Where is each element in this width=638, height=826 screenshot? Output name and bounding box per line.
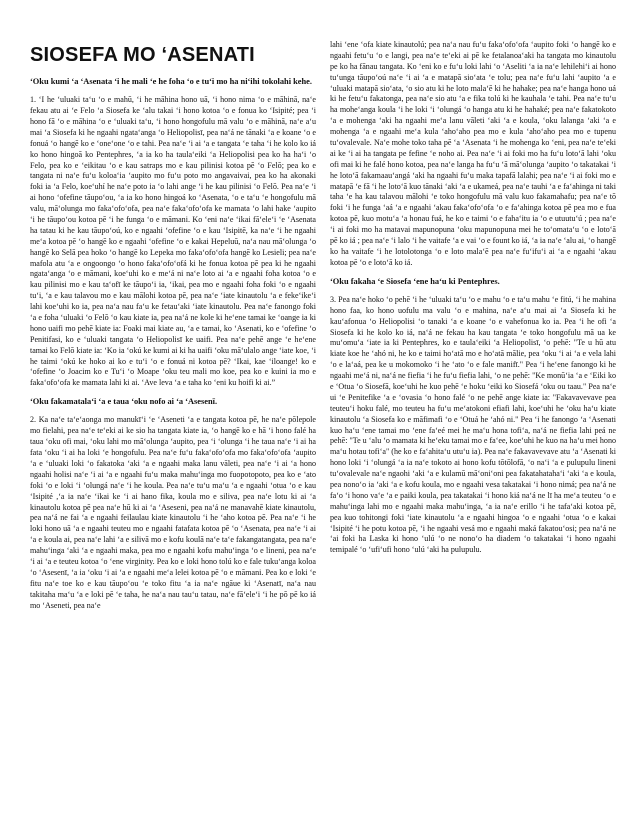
section-3-paragraph: 3. Pea na‘e hoko ‘o pehē ‘i he ‘uluaki ta‘u ‘o e mahu ‘o e ta‘u mahu ‘e fitú, ‘i he mahina hono faa, ko hono uofulu ma valu ‘o e mahina, na‘e a‘u mai ai ‘a Siosefa ki he kau‘afonua ‘o Heliopolisi ‘o tanaki ‘a e koane ‘o e vahefonua ko ia. Pea ‘i he ofi ‘a Siosefa ki he kolo ko iá, na‘á ne fekau ha kau tangata ‘e toko hongofulu mā ua ke mu‘omu‘a ‘iate ia ki Pentephres, ko e taula‘eiki ‘a Heliopolisī, ‘o pehē: "Te u hū atu kiate koe he ‘ahó ni, he ko e taimi ho‘atā mo e ho‘atā mālie, pea ‘oku ‘i ai ‘a e vela lahi ‘o e la‘aá, pea ke u mokomoko ‘i he ‘ato ‘o e fale manifī." Pea ‘i he‘ene fanongo ki he ngaahi me‘á ni, na‘á ne fiefia ‘i he fu‘u fiefia lahi, ‘o ne pehē: "Ke monū‘ia ‘a e ‘Eiki ko e ‘Otua ‘o Siosefā, koe‘uhi he kuo pehē ‘e hoku ‘eiki ko Siosefá ‘oku ou taau." Pea na‘e ui ‘e Penitefike ‘a e ‘ovasia ‘o hono falé ‘o ne pehē ange kiate ia: "Fakavavevave pea teuteu‘i hoku falé, mo teuteu ha fu‘u me‘atokoni efiafi lahi, koe‘uhi he ‘oku ha‘u kiate kinautolu ‘a Siosefa ko e māfimafi ‘o e ‘Otuá he ‘ahó ni." Pea ‘i he fanongo ‘a ‘Asenati kuo ha‘u ‘ene tamai mo ‘ene fa‘eé mei he ma‘u hona tofi‘a, na‘á ne fiefia lahi peá ne pehē: "Te u ‘alu ‘o mamata ki he‘eku tamai mo e fa‘ee, koe‘uhi he kuo na ha‘u mei hono ma‘u hotau tofi‘a" (he ko e fa‘ahita‘u utu‘u ia). Pea na‘e fakavavevave atu ‘a ‘Asenati ki hono loki ‘i ‘olungá ‘a ia na‘e tokoto ai hono kofu tōtōlofā, ‘o na‘i ‘a e pulupulu lineni tu‘ovalevale na‘e ngaohi ‘aki ‘a e kulamū mā‘oni‘oni pea fakatahataha‘i ‘aki ‘a e koula, pea nono‘o ia ‘aki ‘a e kofu koula, mo e ngaahi vesa takatakai ‘i hono nimá; pea na‘á ne fa‘o ‘i hono va‘e ‘a e paiki koula, pea takatakai ‘i hono kiá na‘á ne lī ha me‘a teuteu ‘o e mahu‘inga lahi mo e ngaahi maka mahu‘inga, ‘a ia na‘e erillo ‘i he tafa‘aki kotoa pē, pea kuo tohitongi foki ‘iate kinautolu ‘a e ngaahi hingoa ‘o e ngaahi ‘otua ‘o e kakai ‘Isipité ‘i he potu kotoa pē, ‘i he ngaahi vesá mo e ngaahi maká fakatou‘osi; pea na‘á ne ‘ai foki ha Laska ki hono ‘ulú ‘o ne nono‘o ha diadem ‘o takatakai ‘i hono ngaahi temipalé ‘o ‘ufi‘ufi hono ‘ulú ‘aki ha pulupulu. <box>330 294 616 555</box>
two-column-layout <box>30 40 616 618</box>
section-2-paragraph-start: 2. Ka na‘e ta‘e‘aonga mo manukī‘i ‘e ‘Aseneti ‘a e tangata kotoa pē, he na‘e pōlepole mo fielahi, pea na‘e te‘eki ai ke sio ha tangata kiate ia, ‘o hangē ko e hā ‘i hono falé ha taua ‘oku ofi mai, ‘oku lahi mo mā‘olunga ‘aupito, pea ‘i ‘olunga ‘i he taua na‘e ‘i ai ha fata ‘oku ‘i ai ha loki ‘e hongofulu. Pea na‘e fu‘u faka‘ofo‘ofa mo faka‘ofo‘ofa ‘aupito ‘a e ‘uluaki loki ‘o fakatoka ‘aki ‘a e ngaahi maka lanu vāleti, pea na‘e ‘i ai ‘a hono ngaahi holisi na‘e ‘i ai ‘a e ngaahi fu‘u maka mahu‘inga mo fuopotopoto, pea ko e ‘ato foki ‘o e loki ‘i ‘olungá na‘e ‘i he koula. Pea na‘e tu‘u ma‘u ‘a e ngaahi ‘otua ‘o e kau ‘Isipité ,‘a ia na‘e ‘ikai ke ‘i ai hano fika, koula mo e siliva, pea na‘e lotu ki ai ‘a kinautolu kotoa pē pea na‘e hū ki ai ‘a ‘Aseseni, pea na‘á ne manavahē kiate kinautolu, pea na‘á ne fai ‘a e ngaahi feilaulau kiate kinautolu ‘i he ‘aho kotoa pē. Pea na‘e ‘i he loki hono uā ‘a e ngaahi teuteu mo e ngaahi fatafata kotoa pē ‘o ‘Asenata, pea na‘e ‘i ai ‘a e koula ai, pea na‘e lahi ‘a e silivā mo e kofu koulā na‘e ta‘e fakangatangata, pea na‘e mahu‘inga ‘aki ‘a e ngaahi maka, pea mo e ngaahi kofu mahu‘inga ‘o e lineni, pea na‘e ‘i ai ‘a e teuteu kotoa ‘o ‘ene virginity. Pea ko e loki hono tolú ko e fale tuku‘anga koloa ‘o ‘Asesenī, ‘a ia ‘oku ‘i ai ‘a e ngaahi me‘a lelei kotoa pē ‘o e māmani. Pea ko e loki ‘e fitu na‘e toe ko e kau tāupo‘ou ‘e toko fitu ‘a ia na‘e ngāue ki ‘Asenatī, na‘a nau takitaha ma‘u ‘a e loki pē ‘e taha, he na‘a nau tau‘u tatau, na‘e fā‘ele‘i ‘i he pō pē ko iá mo ‘Aseneti, pea na‘e <box>30 415 316 610</box>
right-column <box>330 40 616 618</box>
left-column <box>30 40 316 618</box>
chapter-summary: ‘Oku kumi ‘a ‘Asenata ‘i he mali ‘e he foha ‘o e tu‘i mo ha ni‘ihi tokolahi kehe. <box>30 77 312 86</box>
page-title: SIOSEFA MO ‘ASENATI <box>30 44 255 66</box>
section-2-paragraph-continued: lahi ‘ene ‘ofa kiate kinautolú; pea na‘a nau fu‘u faka‘ofo‘ofa ‘aupito foki ‘o hangē ko e ngaahi fetu‘u ‘o e langi, pea na‘e te‘eki ai pē ke fetalanoa‘aki ha tangata mo kinautolu pe ko ha fānau tangata. Ko ‘eni ko e fu‘u loki lahi ‘o ‘Aseliti ‘a ia na‘e lehilehi‘i ai hono tu‘unga tāupo‘oú na‘e ‘i ai ‘a e matapā sio‘ata ‘e tolu; pea na‘e fu‘u lahi ‘aupito ‘a e ‘uluaki matapā sio‘ata, ‘o sio atu ki he loto mala‘ē ki he hahake; pea na‘e hanga hono uá ki he fetu‘u fakatonga, pea na‘e sio atu ‘a e fika tolú ki he kauhala ‘e tahi. Pea na‘e tu‘u ha mohe‘anga koula ‘i he loki ‘i ‘olungá ‘o hanga atu ki he hahaké; pea na‘e fakatokoto ‘a e mohenga ‘aki ha ngaahi me‘a lanu vāleti ‘aki ‘a e koula, ‘oku lalanga ‘aki ‘a e mohenga ‘a e ngaahi me‘a kula ‘aho‘aho pea mo e kula ‘aho‘aho pea mo e tupenu tu‘ovalevale. Na‘e mohe toko taha pē ‘a ‘Asenata ‘i he mohenga ko ‘eni, pea na‘e te‘eki ai ke ‘i ai ha tangata pe fefine ‘e noho ai. Pea na‘e ‘i ai foki mo ha fu‘u loto‘ā lahi ‘oku ofi mai ki he falé hono kotoa, pea na‘e langa ha fu‘u ‘ā mā‘olunga ‘aupito ‘o takatakai ‘i he loto‘ā fakamaau‘angá ‘aki ha ngaahi fu‘u maka tapafā lalahi; pea na‘e ‘i ai foki mo e matapā ‘e fā ‘i he loto‘ā kuo tānaki ‘aki ‘a e ukameá, pea na‘e tauhi ‘a e fa‘ahinga ni taki taha ‘e ha kau talavou mālohi ‘e toko hongofulu mā valu kuo fakamahafu; pea na‘e tō foki ‘i he funga ‘aá ‘a e ngaahi ‘akau faka‘ofo‘ofa ‘o e fa‘ahinga kotoa pē pea mo e fua kotoa pē, kuo motu‘a ‘a honau fuá, he ko e taimi ‘o e faha‘itu ia ‘o e utuutu‘ú ; pea na‘e ‘i ai foki mo ha matavai mapunopuna ‘oku mapunopuna mei he to‘omata‘u ‘o e loto‘ā pē ko iá ; pea na‘e ‘i lalo ‘i he vaitafe ‘a e vai ‘o e fount ko iá, ‘a ia na‘e ‘alu ai, ‘o hangē ko ha vaitafe ‘i he lotolotonga ‘o e loto mala‘ē pea na‘e fu‘ifu‘i ai ‘a e ngaahi ‘akau kotoa pē ‘o e loto‘ā ko iá. <box>330 40 616 267</box>
section-2-heading: ‘Oku fakamatala‘i ‘a e taua ‘oku nofo ai ‘a ‘Asesenī. <box>30 397 218 407</box>
section-1-paragraph: 1. ‘I he ‘uluaki ta‘u ‘o e mahū, ‘i he māhina hono uā, ‘i hono nima ‘o e māhinā, na‘e fekau atu ai ‘e Felo ‘a Siosefa ke ‘alu takai ‘i hono kotoa ‘o e fonua ko ‘Isipité; pea ‘i hono fā ‘o e māhina ‘o e ‘uluaki ta‘u, ‘i hono hongofulu mā valu ‘o e māhinā, na‘e a‘u mai ‘a Siosefa ki he ngaahi ngata‘anga ‘o Heliopolisī, pea na‘á ne tānaki ‘a e koane ‘o e fonuá ‘o hangē ko e ‘one‘one ‘o e tahi. Pea na‘e ‘i ai ‘a e tangata ‘e taha ‘i he kolo ko iá ko hono hingoā ko Pentephres, ‘a ia ko ha taula‘eiki ‘a Heliopolisi pea ko ha ha‘i ‘o Felo, pea ko e ‘eikitau ‘o e kau satraps mo e kau pilinisi kotoa pē ‘o Felō; pea ko e tangata ni na‘e fu‘u koloa‘ia ‘aupito mo fu‘u poto mo angavaivai, pea ko ha akonaki foki ia ‘a Felo, koe‘uhí he na‘e poto ia ‘o lahi ange ‘i he kau pilinisi ‘o Felō. Pea na‘e ‘i ai hono ‘ofefine tāupo‘ou, ‘a ia ko hono hingoá ko ‘Asenata, ‘o e ta‘u ‘e hongofulu mā valu, mā‘olunga mo faka‘ofo‘ofa, pea na‘e faka‘ofo‘ofa ke mamata ‘o lahi hake ‘aupito ‘i he tāupo‘ou kotoa pē ‘i he funga ‘o e māmani. Ko ‘eni na‘e ‘ikai fā‘ele‘i ‘e ‘Asenata ha tatau ki he kau tāupo‘oú, ko e ngaahi ‘ofefine ‘o e kau ‘Isipitē, ka na‘e ‘i he ngaahi me‘a kotoa pē ‘o hangē ko e ngaahi ‘ofefine ‘o e kakai Hepeluū, na‘a nau mā‘olunga ‘o hangē ko Selā pea hoko ‘o hangē ko Lepeka mo faka‘ofo‘ofa hangē ko Lesieli; pea na‘e mafola atu ‘a e ongoongo ‘o hono faka‘ofo‘ofá ki he fonua kotoa pē pea ki he ngaahi ngata‘anga ‘o e māmani, koe‘uhi ko e me‘á ni na‘e loto ai ‘a e ngaahi foha kotoa ‘o e kau pilinisi mo e kau ta‘ofī ke tāupo‘i ia, ‘ikai, pea mo e ngaahi foha foki ‘o e ngaahi tu‘i, ‘a e kau talavou mo e kau mālohi kotoa pē, pea na‘e ‘iate kinautolu ‘a e feke‘ike‘i lahi koe‘uhi ko ia, pea na‘a nau fa‘u ke fetau‘aki ‘iate kinautolu. Pea na‘e fanongo foki ‘a e foha ‘uluaki ‘o Felō ‘o kau kiate ia, pea na‘á ne kole ki he‘ene tamai ke ‘oange ia ki hono uaifi mo pehē kiate ia: Foaki mai kiate au, ‘a e tamai, ko ‘Asenati, ko e ‘ofefine ‘o Penitifasi, ko e ‘uluaki tangata ‘o Heliopolisī ke uaifi. Pea na‘e pehē ange ‘e he‘ene tamai ko Felō kiate ia: ‘Ko ia ‘okú ke kumi ai ki ha uaifi ‘oku mā‘ulalo ange ‘iate koe, ‘i he taimi ‘okú ke hoko ai ko e tu‘i ‘o e fonuá ni kotoa pē? ‘Ikai, kae ‘iloange! ko e ‘ofefine ‘o Joacim ko e Tu‘i ‘o Moape ‘oku teu mali mo koe, pea ko e kuini ia mo e faka‘ofo‘ofa ke mamata lahi ki ai. ‘Ave leva ‘a e taha ko ‘eni ku hoifi ki ai.” <box>30 95 316 388</box>
section-3-heading: ‘Oku fakaha ‘e Siosefa ‘ene ha‘u ki Pentephres. <box>330 276 500 286</box>
